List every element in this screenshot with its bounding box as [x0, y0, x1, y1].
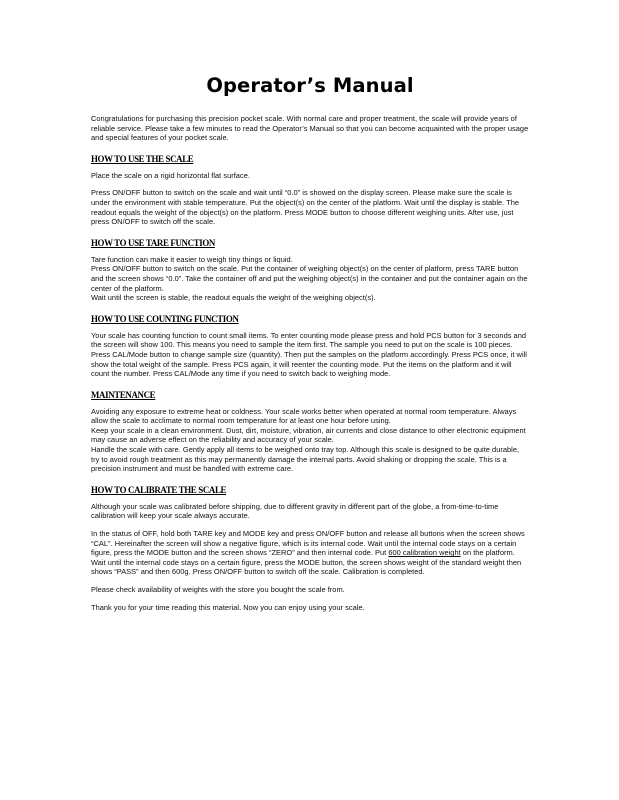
- section-heading-tare: HOW TO USE TARE FUNCTION: [91, 237, 215, 248]
- manual-content: [91, 74, 529, 620]
- how-to-use-paragraph-2: Press ON/OFF button to switch on the scale and wait until “0.0” is showed on the display screen. Please make sure the scale is under the environment with stable temperature. Put the object(s) on the center of the platform. Wait until the display is stable. The readout equals the weight of the object(s) on the platform. Press MODE button to choose different weighing units. After use, just press ON/OFF to switch off the scale.: [91, 188, 520, 227]
- maintenance-line-3: Handle the scale with care. Gently apply all items to be weighed onto tray top. Although this scale is designed to be quite durable, try to avoid rough treatment as this may permanently damage the internal parts. Avoid shaking or dropping the scale. This is a precision instrument and must be handled with extreme care.: [91, 445, 520, 474]
- calibrate-paragraph-3: Please check availability of weights with the store you bought the scale from.: [91, 585, 345, 594]
- tare-line-2: Press ON/OFF button to switch on the scale. Put the container of weighing object(s) on the center of platform, press TARE button and the screen shows “0.0”. Take the container off and put the weighing object(s) in the container and put the container again on the center of the platform.: [91, 264, 528, 293]
- how-to-use-paragraph-1: Place the scale on a rigid horizontal flat surface.: [91, 170, 250, 180]
- maintenance-line-1: Avoiding any exposure to extreme heat or coldness. Your scale works better when operated at normal room temperature. Always allow the scale to acclimate to normal room temperature for at least one hour before using.: [91, 406, 517, 426]
- calibration-weight-underline: 600 calibration weight: [388, 548, 461, 558]
- intro-paragraph: Congratulations for purchasing this precision pocket scale. With normal care and proper treatment, the scale will provide years of reliable service. Please take a few minutes to read the Operator’s Manual so that you can become acquainted with the proper usage and special features of your pocket scale.: [91, 114, 529, 143]
- closing-paragraph: Thank you for your time reading this material. Now you can enjoy using your scale.: [91, 602, 365, 612]
- tare-line-3: Wait until the screen is stable, the readout equals the weight of the weighing object(s).: [91, 293, 376, 303]
- section-heading-calibrate: HOW TO CALIBRATE THE SCALE: [91, 484, 227, 495]
- calibrate-paragraph-2: [91, 529, 529, 577]
- section-heading-how-to-use: HOW TO USE THE SCALE: [91, 153, 194, 164]
- calibrate-paragraph-1: Although your scale was calibrated before shipping, due to different gravity in different part of the globe, a from-time-to-time calibration will keep your scale always accurate.: [91, 501, 499, 521]
- section-heading-counting: HOW TO USE COUNTING FUNCTION: [91, 313, 239, 324]
- section-heading-maintenance: MAINTENANCE: [91, 389, 156, 400]
- calibrate-text-after: on the platform. Wait until the internal code stays on a certain figure, press the MODE button, the screen shows weight of the standard weight then shows “PASS” and then 600g. Press ON/OFF button to switch off the scale. Calibration is completed.: [91, 548, 522, 577]
- tare-line-1: Tare function can make it easier to weigh tiny things or liquid.: [91, 254, 293, 264]
- counting-paragraph: Your scale has counting function to count small items. To enter counting mode please press and hold PCS button for 3 seconds and the screen will show 100. This means you need to sample the item first. The sample you need to put on the scale is 100 pieces. Press CAL/Mode button to change sample size (quantity). Then put the samples on the platform accordingly. Press PCS once, it will show the total weight of the sample. Press PCS again, it will reenter the counting mode. Put the items on the platform and it will count the number. Press CAL/Mode any time if you need to switch back to weighing mode.: [91, 330, 527, 379]
- maintenance-line-2: Keep your scale in a clean environment. Dust, dirt, moisture, vibration, air currents and close distance to other electronic equipment may cause an adverse effect on the reliability and accuracy of your scale.: [91, 425, 526, 445]
- calibrate-text-before: In the status of OFF, hold both TARE key and MODE key and press ON/OFF button and release all buttons when the screen shows “CAL”. Hereinafter the screen will show a negative figure, which is its internal code. Wait until the internal code stays on a certain figure, press the MODE button and the screen shows “ZERO” and then internal code. Put: [91, 529, 525, 558]
- page-title: Operator’s Manual: [206, 74, 414, 97]
